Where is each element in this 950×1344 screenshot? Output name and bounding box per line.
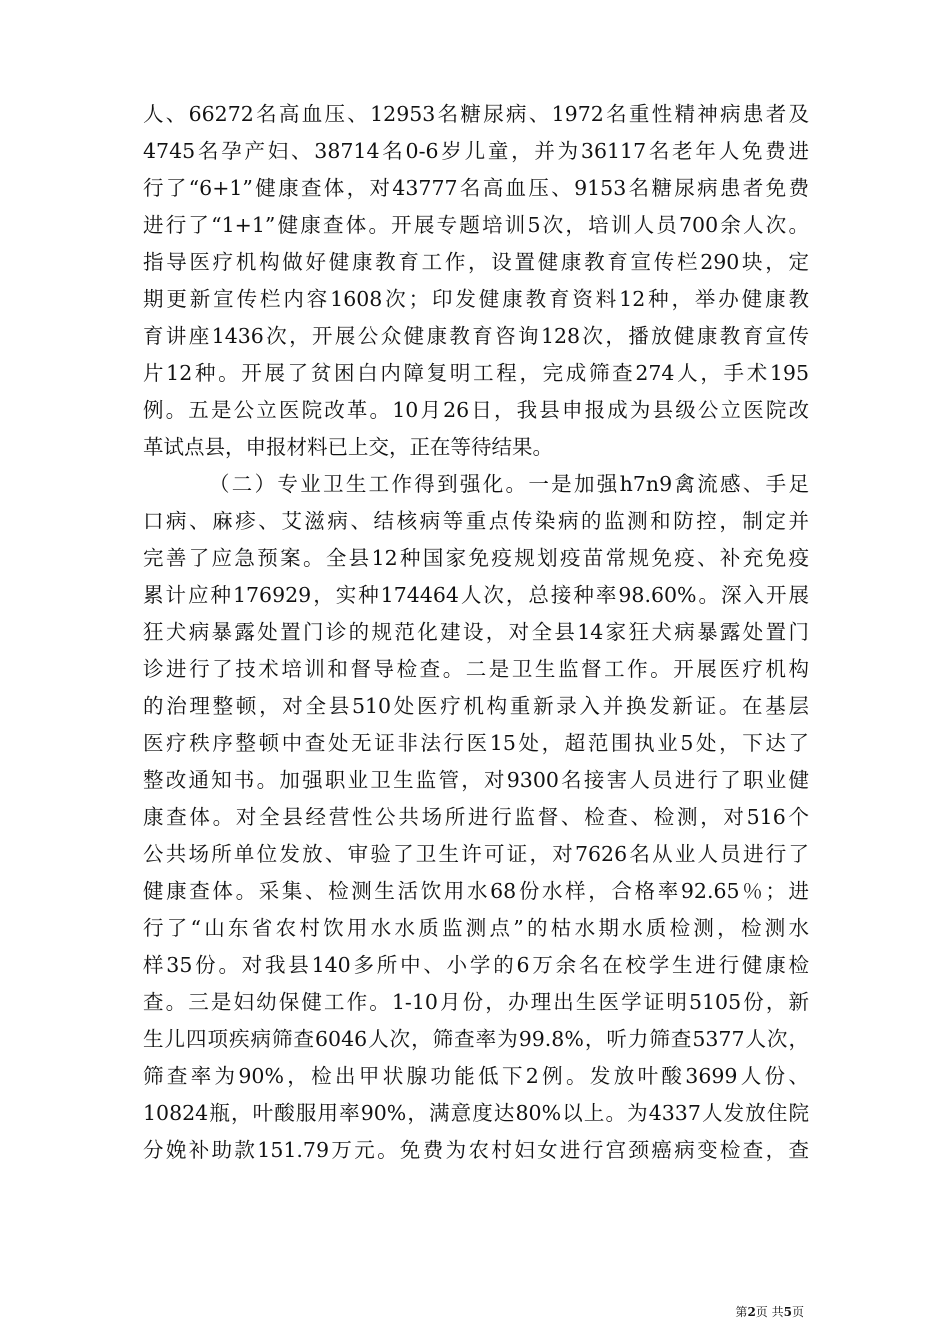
text-line: 狂犬病暴露处置门诊的规范化建设，对全县14家狂犬病暴露处置门 xyxy=(143,620,809,644)
text-line: 整改通知书。加强职业卫生监管，对9300名接害人员进行了职业健 xyxy=(143,768,809,792)
footer-suffix: 页 xyxy=(791,1305,804,1319)
text-line: 口病、麻疹、艾滋病、结核病等重点传染病的监测和防控，制定并 xyxy=(143,509,809,533)
paragraph-2 xyxy=(143,466,809,1169)
text-line: 样35份。对我县140多所中、小学的6万余名在校学生进行健康检 xyxy=(143,953,809,977)
current-page-number: 2 xyxy=(747,1305,756,1319)
text-line: 育讲座1436次，开展公众健康教育咨询128次，播放健康教育宣传 xyxy=(143,324,809,348)
text-line: 期更新宣传栏内容1608次；印发健康教育资料12种，举办健康教 xyxy=(143,287,809,311)
text-line: 公共场所单位发放、审验了卫生许可证，对7626名从业人员进行了 xyxy=(143,842,809,866)
text-line: 行了“山东省农村饮用水水质监测点”的枯水期水质检测，检测水 xyxy=(143,916,809,940)
text-line: 例。五是公立医院改革。10月26日，我县申报成为县级公立医院改 xyxy=(143,398,809,422)
text-line: 行了“6+1”健康查体，对43777名高血压、9153名糖尿病患者免费 xyxy=(143,176,809,200)
text-line: 诊进行了技术培训和督导检查。二是卫生监督工作。开展医疗机构 xyxy=(143,657,809,681)
text-line: 查。三是妇幼保健工作。1-10月份，办理出生医学证明5105份，新 xyxy=(143,990,809,1014)
text-line: 医疗秩序整顿中查处无证非法行医15处，超范围执业5处，下达了 xyxy=(143,731,809,755)
footer-middle: 页 共 xyxy=(755,1305,784,1319)
page-number-footer xyxy=(735,1303,804,1320)
document-body xyxy=(143,96,809,1169)
text-line: 筛查率为90%，检出甲状腺功能低下2例。发放叶酸3699人份、 xyxy=(143,1064,809,1088)
text-line: 4745名孕产妇、38714名0-6岁儿童，并为36117名老年人免费进 xyxy=(143,139,809,163)
text-line: 累计应种176929，实种174464人次，总接种率98.60%。深入开展 xyxy=(143,583,809,607)
text-line: 分娩补助款151.79万元。免费为农村妇女进行宫颈癌病变检查，查 xyxy=(143,1138,809,1162)
text-line: 生儿四项疾病筛查6046人次，筛查率为99.8%，听力筛查5377人次， xyxy=(143,1027,809,1051)
paragraph-1 xyxy=(143,96,809,466)
text-line: 完善了应急预案。全县12种国家免疫规划疫苗常规免疫、补充免疫 xyxy=(143,546,809,570)
text-line: 健康查体。采集、检测生活饮用水68份水样，合格率92.65％；进 xyxy=(143,879,809,903)
text-line: （二）专业卫生工作得到强化。一是加强h7n9禽流感、手足 xyxy=(209,472,809,496)
footer-prefix: 第 xyxy=(735,1305,748,1319)
text-line: 革试点县，申报材料已上交，正在等待结果。 xyxy=(143,435,553,459)
text-line: 康查体。对全县经营性公共场所进行监督、检查、检测，对516个 xyxy=(143,805,809,829)
text-line: 的治理整顿，对全县510处医疗机构重新录入并换发新证。在基层 xyxy=(143,694,809,718)
text-line: 片12种。开展了贫困白内障复明工程，完成筛查274人，手术195 xyxy=(143,361,809,385)
text-line: 进行了“1+1”健康查体。开展专题培训5次，培训人员700余人次。 xyxy=(143,213,809,237)
total-pages-number: 5 xyxy=(783,1305,792,1319)
text-line: 人、66272名高血压、12953名糖尿病、1972名重性精神病患者及 xyxy=(143,102,809,126)
text-line: 指导医疗机构做好健康教育工作，设置健康教育宣传栏290块，定 xyxy=(143,250,809,274)
text-line: 10824瓶，叶酸服用率90%，满意度达80%以上。为4337人发放住院 xyxy=(143,1101,809,1125)
